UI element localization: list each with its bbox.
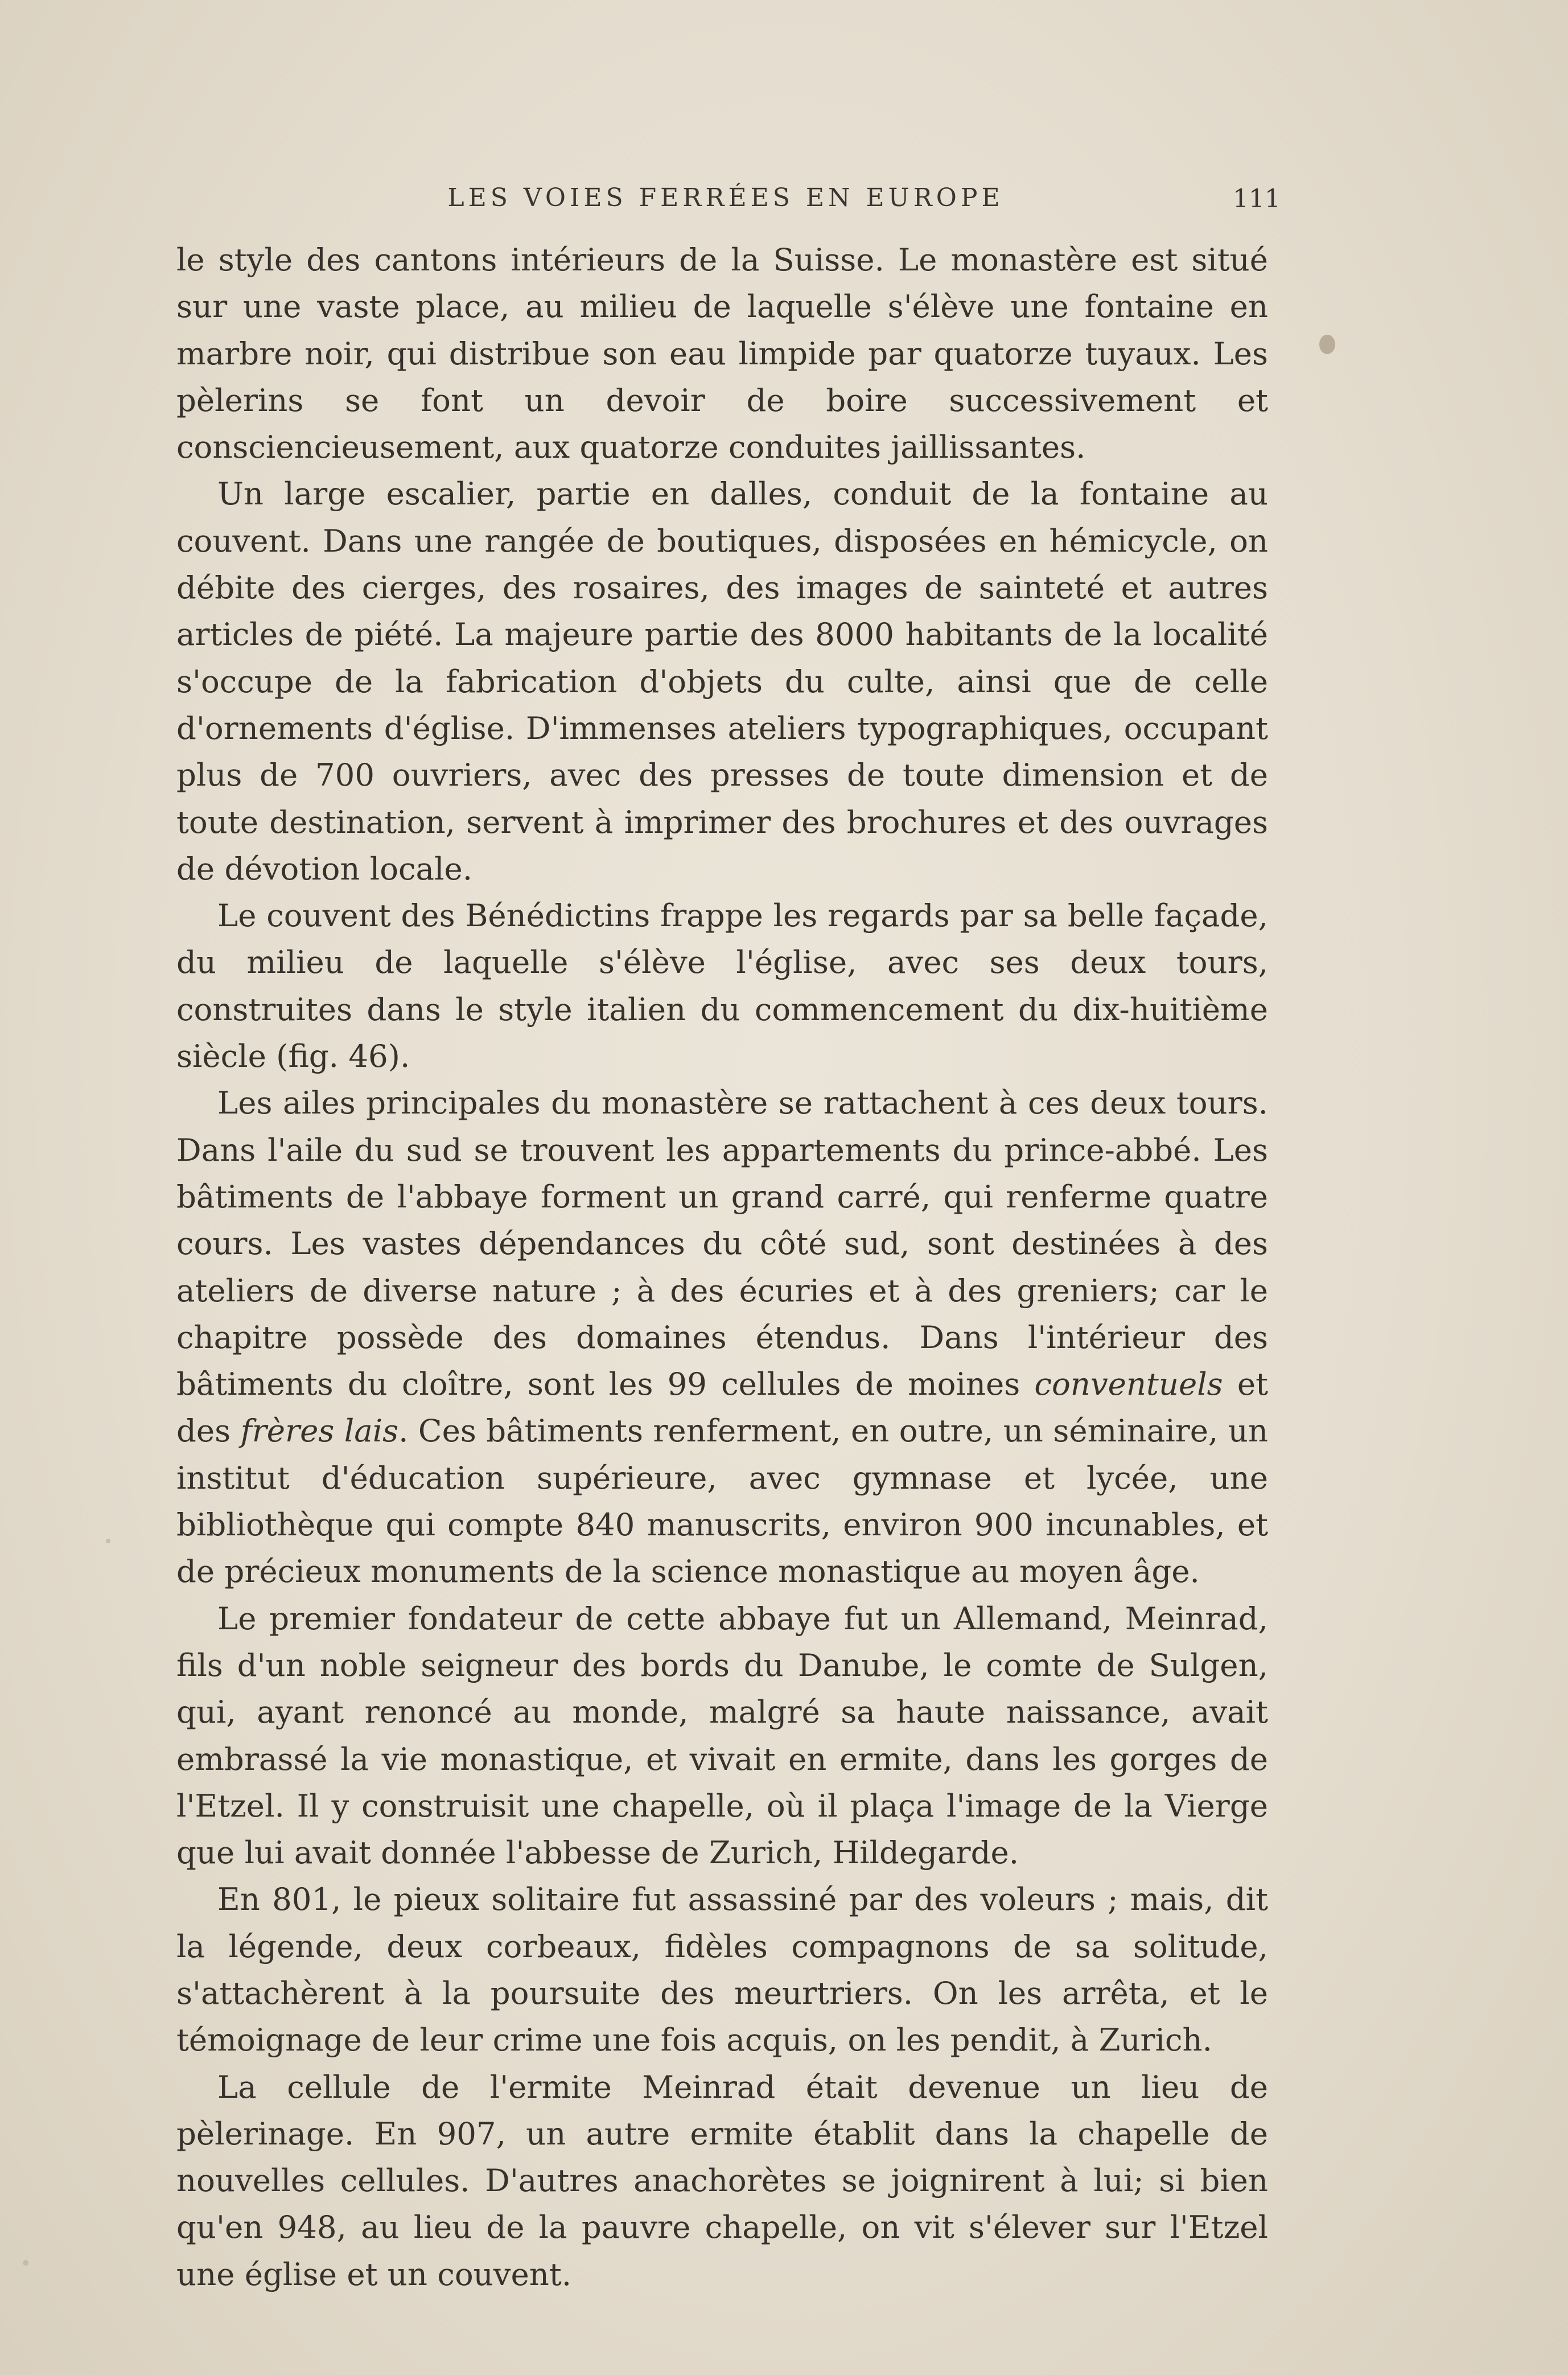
- body-text: [176, 236, 1268, 2298]
- paragraph-text: et des: [176, 1366, 1268, 1449]
- page-number: 111: [1233, 184, 1281, 213]
- paragraph: Le couvent des Bénédictins frappe les regards par sa belle façade, du milieu de laquelle s'élève l'église, avec ses deux tours, construites dans le style italien du commencement du dix-huitième siècle (fig. 46).: [176, 897, 1268, 1075]
- paragraph: le style des cantons intérieurs de la Suisse. Le monastère est situé sur une vaste place, au milieu de laquelle s'élève une fontaine en marbre noir, qui distribue son eau limpide par quatorze tuyaux. Les pèlerins se font un devoir de boire successivement et consciencieusement, aux quatorze conduites jaillissantes.: [176, 241, 1268, 466]
- ink-spot: [23, 2260, 28, 2266]
- paragraph: La cellule de l'ermite Meinrad était devenue un lieu de pèlerinage. En 907, un autre ermite établit dans la chapelle de nouvelles cellules. D'autres anachorètes se joignirent à lui; si bien qu'en 948, au lieu de la pauvre chapelle, on vit s'élever sur l'Etzel une église et un couvent.: [176, 2068, 1268, 2292]
- paragraph: Un large escalier, partie en dalles, conduit de la fontaine au couvent. Dans une rangée de boutiques, disposées en hémicycle, on débite des cierges, des rosaires, des images de sainteté et autres articles de piété. La majeure partie des 8000 habitants de la localité s'occupe de la fabrication d'objets du culte, ainsi que de celle d'ornements d'église. D'immenses ateliers typographiques, occupant plus de 700 ouvriers, avec des presses de toute dimension et de toute destination, servent à imprimer des brochures et des ouvrages de dévotion locale.: [176, 475, 1268, 887]
- italic-term: frères lais: [240, 1412, 399, 1449]
- italic-term: conventuels: [1034, 1366, 1223, 1403]
- paragraph: Le premier fondateur de cette abbaye fut un Allemand, Meinrad, fils d'un noble seigneur des bords du Danube, le comte de Sulgen, qui, ayant renoncé au monde, malgré sa haute naissance, avait embrassé la vie monastique, et vivait en ermite, dans les gorges de l'Etzel. Il y construisit une chapelle, où il plaça l'image de la Vierge que lui avait donnée l'abbesse de Zurich, Hildegarde.: [176, 1600, 1268, 1871]
- ink-spot: [1319, 335, 1335, 354]
- running-title: LES VOIES FERRÉES EN EUROPE: [447, 183, 1004, 212]
- paragraph: En 801, le pieux solitaire fut assassiné par des voleurs ; mais, dit la légende, deux corbeaux, fidèles compagnons de sa solitude, s'attachèrent à la poursuite des meurtriers. On les arrêta, et le témoignage de leur crime une fois acquis, on les pendit, à Zurich.: [176, 1881, 1268, 2058]
- paragraph: [176, 1079, 1268, 1595]
- paragraph-text: Les ailes principales du monastère se rattachent à ces deux tours. Dans l'aile du sud se trouvent les appartements du prince-abbé. Les bâtiments de l'abbaye forment un grand carré, qui renferme quatre cours. Les vastes dépendances du côté sud, sont destinées à des ateliers de diverse nature ; à des écuries et à des greniers; car le chapitre possède des domaines étendus. Dans l'intérieur des bâtiments du cloître, sont les 99 cellules de moines: [176, 1084, 1268, 1403]
- page-header: [176, 183, 1281, 223]
- ink-spot: [106, 1539, 110, 1543]
- paragraph-text: . Ces bâtiments renferment, en outre, un séminaire, un institut d'éducation supérieure, avec gymnase et lycée, une bibliothèque qui compte 840 manuscrits, environ 900 incunables, et de précieux monuments de la science monastique au moyen âge.: [176, 1412, 1268, 1590]
